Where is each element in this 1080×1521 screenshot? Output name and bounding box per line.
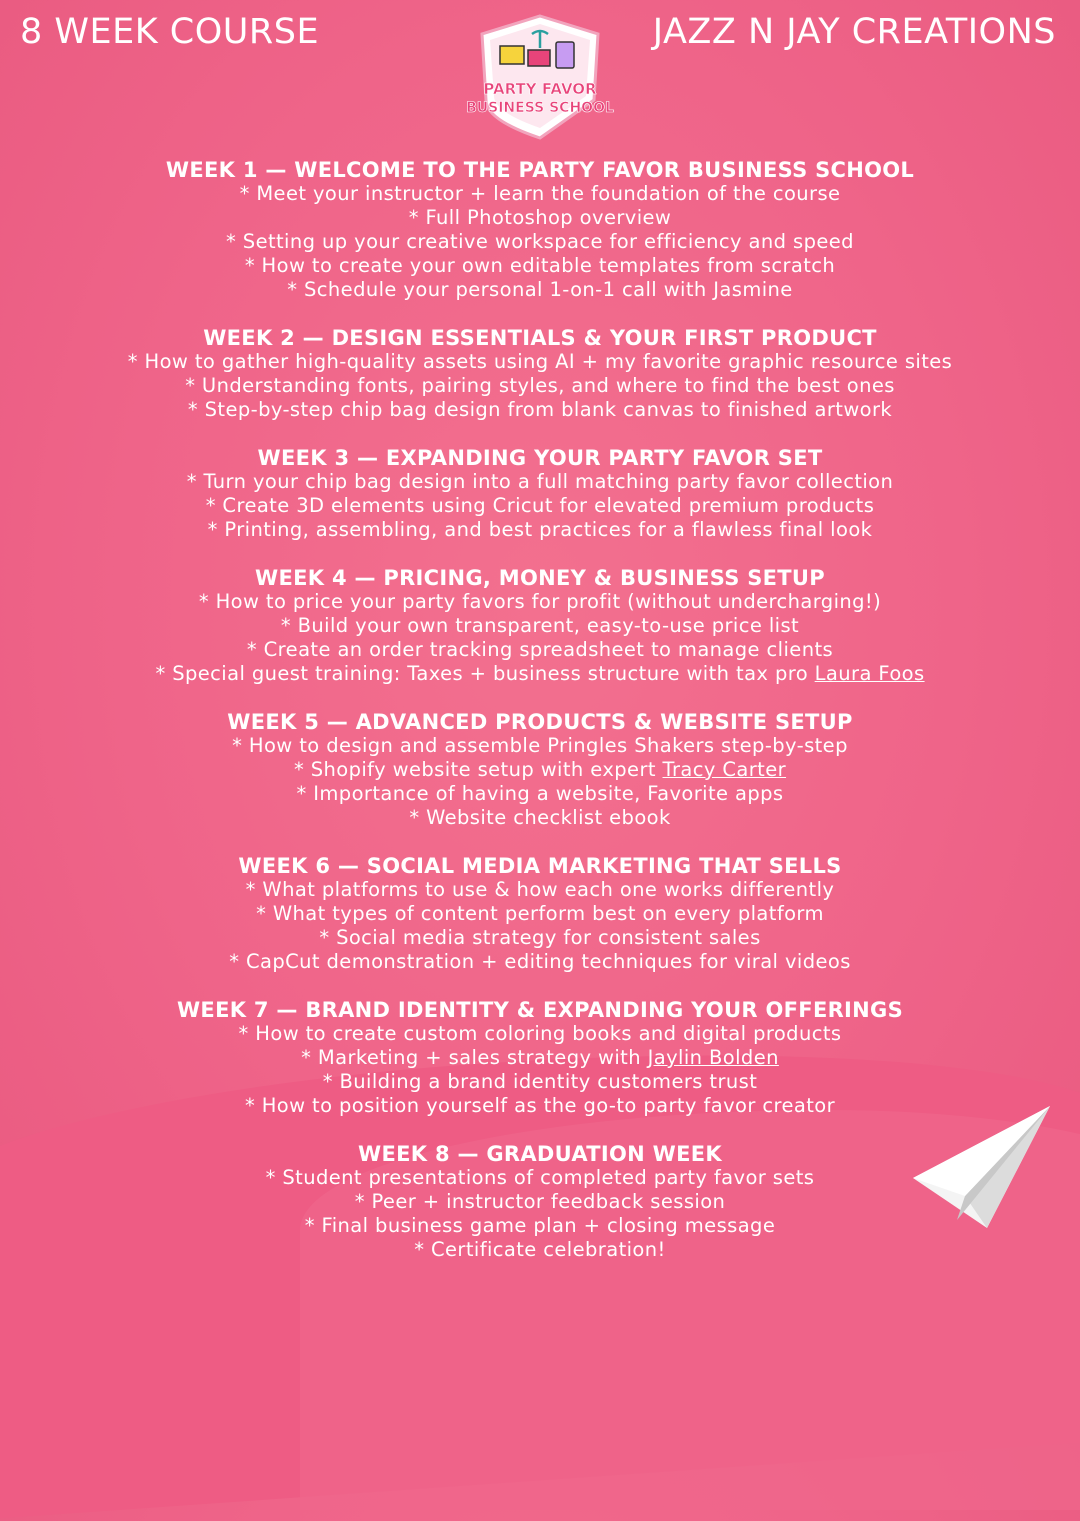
week-section — [20, 158, 1060, 302]
tablet-icon — [556, 42, 574, 68]
lesson-item: * How to price your party favors for profit (without undercharging!) — [198, 590, 882, 613]
lesson-item: * Student presentations of completed party favor sets — [265, 1166, 815, 1189]
week-section — [20, 446, 1060, 542]
lesson-item: * Printing, assembling, and best practices for a flawless final look — [207, 518, 873, 541]
guest-expert-link[interactable]: Tracy Carter — [662, 758, 787, 781]
lesson-item: * How to create custom coloring books and digital products — [238, 1022, 842, 1045]
lesson-item: * Schedule your personal 1-on-1 call with Jasmine — [287, 278, 793, 301]
week-title: WEEK 7 — BRAND IDENTITY & EXPANDING YOUR OFFERINGS — [176, 998, 904, 1022]
lesson-item: * Peer + instructor feedback session — [354, 1190, 726, 1213]
week-section — [20, 854, 1060, 974]
week-title: WEEK 5 — ADVANCED PRODUCTS & WEBSITE SETUP — [227, 710, 853, 734]
lesson-item: * Understanding fonts, pairing styles, and where to find the best ones — [185, 374, 895, 397]
lesson-item: * Setting up your creative workspace for efficiency and speed — [226, 230, 854, 253]
lesson-item: * Create 3D elements using Cricut for elevated premium products — [205, 494, 875, 517]
lesson-item: * Turn your chip bag design into a full matching party favor collection — [186, 470, 894, 493]
lesson-text: * Special guest training: Taxes + business structure with tax pro — [155, 662, 815, 685]
course-outline — [20, 158, 1060, 1286]
week-title: WEEK 2 — DESIGN ESSENTIALS & YOUR FIRST PRODUCT — [203, 326, 877, 350]
week-title: WEEK 1 — WELCOME TO THE PARTY FAVOR BUSINESS SCHOOL — [165, 158, 915, 182]
week-section — [20, 566, 1060, 686]
week-title: WEEK 8 — GRADUATION WEEK — [358, 1142, 722, 1166]
lesson-item: * Certificate celebration! — [414, 1238, 666, 1261]
guest-expert-link[interactable]: Laura Foos — [814, 662, 925, 685]
week-title: WEEK 6 — SOCIAL MEDIA MARKETING THAT SELLS — [238, 854, 842, 878]
lesson-item: * How to design and assemble Pringles Shakers step-by-step — [232, 734, 848, 757]
lesson-item: * Final business game plan + closing message — [304, 1214, 776, 1237]
course-length-label: 8 WEEK COURSE — [20, 12, 320, 52]
lesson-item: * What types of content perform best on every platform — [256, 902, 824, 925]
lesson-item: * How to gather high-quality assets using AI + my favorite graphic resource sites — [127, 350, 953, 373]
week-section — [20, 326, 1060, 422]
brand-name: JAZZ N JAY CREATIONS — [652, 12, 1056, 52]
party-favor-business-school-logo — [464, 12, 616, 140]
lesson-item-with-link — [20, 758, 1060, 782]
paper-plane-icon — [905, 1100, 1065, 1235]
lesson-text: * Marketing + sales strategy with — [301, 1046, 648, 1069]
lesson-item-with-link — [20, 1046, 1060, 1070]
week-title: WEEK 4 — PRICING, MONEY & BUSINESS SETUP — [255, 566, 825, 590]
lesson-item: * Social media strategy for consistent sales — [319, 926, 761, 949]
week-section — [20, 1142, 1060, 1262]
lesson-item: * Build your own transparent, easy-to-use price list — [280, 614, 800, 637]
lesson-item: * Importance of having a website, Favorite apps — [296, 782, 784, 805]
book-icon — [500, 46, 524, 64]
lesson-text: * Shopify website setup with expert — [293, 758, 663, 781]
lesson-item: * Meet your instructor + learn the foundation of the course — [239, 182, 841, 205]
lesson-item: * Create an order tracking spreadsheet to manage clients — [246, 638, 834, 661]
lesson-item: * CapCut demonstration + editing techniques for viral videos — [229, 950, 851, 973]
lesson-item: * Step-by-step chip bag design from blank canvas to finished artwork — [187, 398, 893, 421]
lesson-item: * How to create your own editable templates from scratch — [244, 254, 836, 277]
lesson-item: * Website checklist ebook — [409, 806, 671, 829]
guest-expert-link[interactable]: Jaylin Bolden — [647, 1046, 779, 1069]
laptop-icon — [528, 50, 550, 66]
lesson-item: * Building a brand identity customers trust — [322, 1070, 758, 1093]
lesson-item: * What platforms to use & how each one works differently — [245, 878, 835, 901]
logo-line2: BUSINESS SCHOOL — [466, 100, 614, 116]
week-title: WEEK 3 — EXPANDING YOUR PARTY FAVOR SET — [257, 446, 823, 470]
logo-line1: PARTY FAVOR — [483, 80, 597, 98]
week-section — [20, 998, 1060, 1118]
lesson-item-with-link — [20, 662, 1060, 686]
lesson-item: * Full Photoshop overview — [408, 206, 672, 229]
week-section — [20, 710, 1060, 830]
lesson-item: * How to position yourself as the go-to party favor creator — [244, 1094, 836, 1117]
